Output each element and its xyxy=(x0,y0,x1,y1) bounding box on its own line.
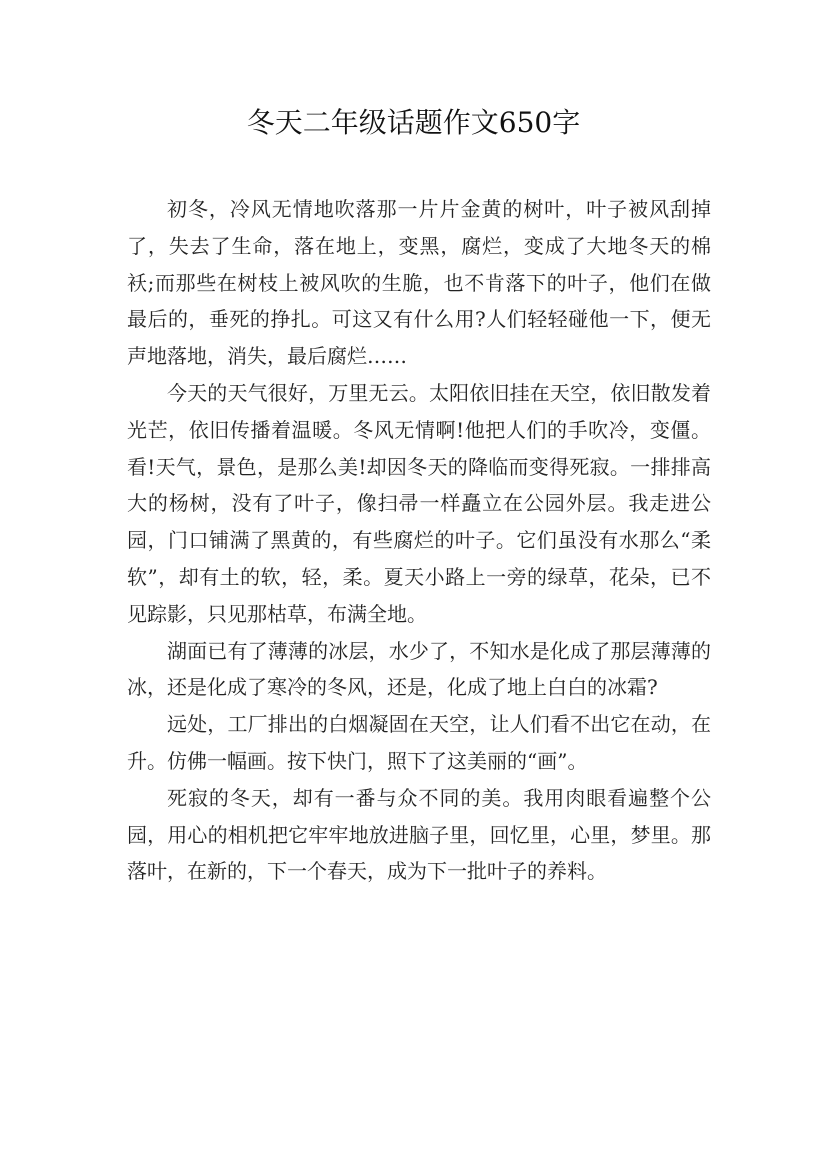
paragraph-1: 初冬，冷风无情地吹落那一片片金黄的树叶，叶子被风刮掉了，失去了生命，落在地上，变黑，腐烂，变成了大地冬天的棉袄;而那些在树枝上被风吹的生脆，也不肯落下的叶子，他们在做最后的，垂死的挣扎。可这又有什么用?人们轻轻碰他一下，便无声地落地，消失，最后腐烂…… xyxy=(127,197,711,369)
paragraph-2: 今天的天气很好，万里无云。太阳依旧挂在天空，依旧散发着光芒，依旧传播着温暖。冬风无情啊!他把人们的手吹冷，变僵。看!天气，景色，是那么美!却因冬天的降临而变得死寂。一排排高大的杨树，没有了叶子，像扫帚一样矗立在公园外层。我走进公园，门口铺满了黑黄的，有些腐烂的叶子。它们虽没有水那么“柔软”，却有土的软，轻，柔。夏天小路上一旁的绿草，花朵，已不见踪影，只见那枯草，布满全地。 xyxy=(127,380,711,626)
document-body xyxy=(127,191,711,890)
paragraph-5: 死寂的冬天，却有一番与众不同的美。我用肉眼看遍整个公园，用心的相机把它牢牢地放进脑子里，回忆里，心里，梦里。那落叶，在新的，下一个春天，成为下一批叶子的养料。 xyxy=(127,785,711,884)
paragraph-3: 湖面已有了薄薄的冰层，水少了，不知水是化成了那层薄薄的冰，还是化成了寒冷的冬风，还是，化成了地上白白的冰霜? xyxy=(127,638,711,700)
document-title: 冬天二年级话题作文650字 xyxy=(246,106,581,139)
paragraph-4: 远处，工厂排出的白烟凝固在天空，让人们看不出它在动，在升。仿佛一幅画。按下快门，照下了这美丽的“画”。 xyxy=(127,712,711,773)
